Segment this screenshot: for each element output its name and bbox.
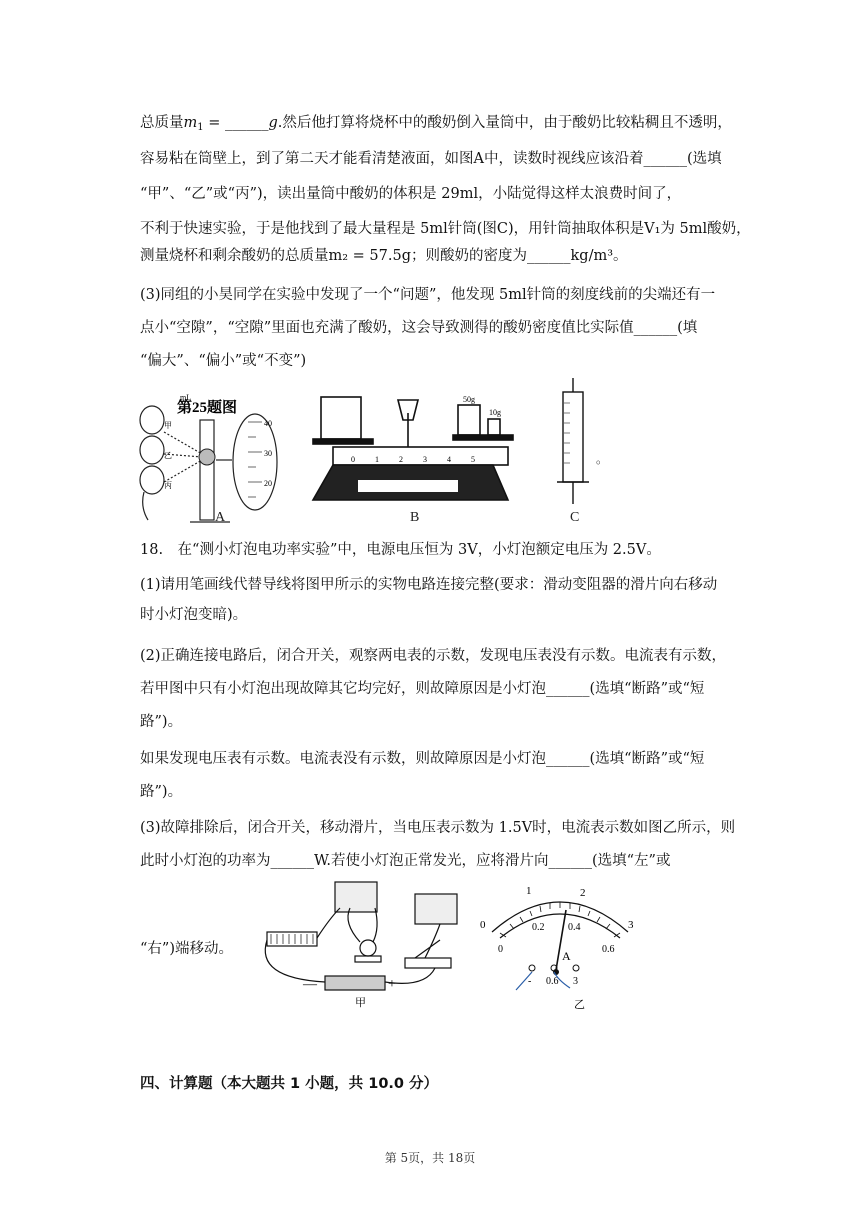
figure-a-tick-20: 20 xyxy=(264,479,272,488)
question-18-part2-line2: 若甲图中只有小灯泡出现故障其它均完好，则故障原因是小灯泡______(选填“断路”或“短 xyxy=(140,681,705,697)
terminal-3: 3 xyxy=(573,976,578,987)
ammeter-top-0: 0 xyxy=(480,919,486,931)
paragraph-line-2: 容易粘在筒壁上，到了第二天才能看清楚液面，如图A中，读数时视线应该沿着______(选填 xyxy=(140,151,722,167)
page-footer: 第 5页，共 18页 xyxy=(384,1151,476,1165)
ammeter-caption: 乙 xyxy=(574,999,585,1010)
circuit-caption: 甲 xyxy=(355,997,366,1009)
paragraph-line-3: “甲”、“乙”或“丙”)，读出量筒中酸奶的体积是 29ml，小陆觉得这样太浪费时间了， xyxy=(140,186,682,202)
ammeter-unit: A xyxy=(562,949,571,963)
figure-c-caption: C xyxy=(570,510,580,525)
figure-c-syringe xyxy=(555,378,595,508)
figure-a-tick-30: 30 xyxy=(264,449,272,458)
ruler-0: 0 xyxy=(351,455,355,464)
question-18-part3-line1: (3)故障排除后，闭合开关，移动滑片，当电压表示数为 1.5V时，电流表示数如图乙所示，则 xyxy=(140,820,736,836)
figure-a-title: 第25题图 xyxy=(177,400,238,416)
figure-a-label-jia: 甲 xyxy=(164,421,172,430)
figure-a-cylinder xyxy=(130,392,280,532)
battery-plus: + xyxy=(388,977,396,992)
figure-a-label-bing: 丙 xyxy=(164,481,172,490)
question-18-part1-line1: (1)请用笔画线代替导线将图甲所示的实物电路连接完整(要求：滑动变阻器的滑片向右移动 xyxy=(140,577,718,593)
ruler-1: 1 xyxy=(375,455,379,464)
question-18-part2-line1: (2)正确连接电路后，闭合开关，观察两电表的示数，发现电压表没有示数。电流表有示数， xyxy=(140,648,727,664)
ammeter-bottom-0-6: 0.6 xyxy=(602,944,615,955)
terminal-0-6: 0.6 xyxy=(546,976,559,987)
figure-a-tick-40: 40 xyxy=(264,419,272,428)
figure-b-balance xyxy=(303,385,518,505)
ammeter-bottom-0: 0 xyxy=(498,944,503,955)
paragraph-line-8: “偏大”、“偏小”或“不变”) xyxy=(140,353,307,369)
question-18-part2-line3: 路”)。 xyxy=(140,714,183,730)
battery-minus: — xyxy=(303,977,317,992)
ammeter-bottom-0-4: 0.4 xyxy=(568,922,581,933)
question-18-part1-line2: 时小灯泡变暗)。 xyxy=(140,607,248,623)
ammeter-top-3: 3 xyxy=(628,919,634,931)
figure-a-unit: mL xyxy=(180,393,192,402)
figure-c-dot: 。 xyxy=(596,452,609,466)
figure-circuit-jia xyxy=(255,878,470,1010)
ammeter-top-2: 2 xyxy=(580,887,586,899)
question-18-part2-line5: 路”)。 xyxy=(140,784,183,800)
paragraph-line-6: (3)同组的小昊同学在实验中发现了一个“问题”，他发现 5ml针筒的刻度线前的尖端还有一 xyxy=(140,287,716,303)
weight-50g: 50g xyxy=(463,395,475,404)
figure-ammeter-yi xyxy=(470,880,650,1010)
ammeter-top-1: 1 xyxy=(526,885,532,897)
paragraph-line-7: 点小“空隙”，“空隙”里面也充满了酸奶，这会导致测得的酸奶密度值比实际值______(填 xyxy=(140,320,698,336)
question-18-part3-line2: 此时小灯泡的功率为______W.若使小灯泡正常发光，应将滑片向______(选填“左”或 xyxy=(140,853,671,869)
paragraph-line-5: 测量烧杯和剩余酸奶的总质量m₂ = 57.5g；则酸奶的密度为______kg/m³。 xyxy=(140,248,628,264)
paragraph-line-4: 不利于快速实验，于是他找到了最大量程是 5ml针筒(图C)，用针筒抽取体积是V₁为 5ml酸奶， xyxy=(140,221,751,237)
weight-10g: 10g xyxy=(489,408,501,417)
question-18-title: 18. 在“测小灯泡电功率实验”中，电源电压恒为 3V，小灯泡额定电压为 2.5V。 xyxy=(140,542,661,558)
ruler-5: 5 xyxy=(471,455,475,464)
ruler-4: 4 xyxy=(447,455,451,464)
question-18-part2-line4: 如果发现电压表有示数。电流表没有示数，则故障原因是小灯泡______(选填“断路”或“短 xyxy=(140,751,705,767)
ruler-2: 2 xyxy=(399,455,403,464)
terminal-minus: - xyxy=(528,976,532,987)
ammeter-bottom-0-2: 0.2 xyxy=(532,922,545,933)
question-18-part3-line3: “右”)端移动。 xyxy=(140,941,233,957)
figure-a-label-yi: 乙 xyxy=(164,451,172,460)
ruler-3: 3 xyxy=(423,455,427,464)
figure-a-caption: A xyxy=(215,510,226,525)
section-title: 四、计算题（本大题共 1 小题，共 10.0 分） xyxy=(140,1076,439,1092)
paragraph-line-1: 总质量$m_1$ = ______g.然后他打算将烧杯中的酸奶倒入量筒中，由于酸奶比较粘稠且不透明， xyxy=(140,115,732,133)
figure-b-caption: B xyxy=(410,510,420,525)
